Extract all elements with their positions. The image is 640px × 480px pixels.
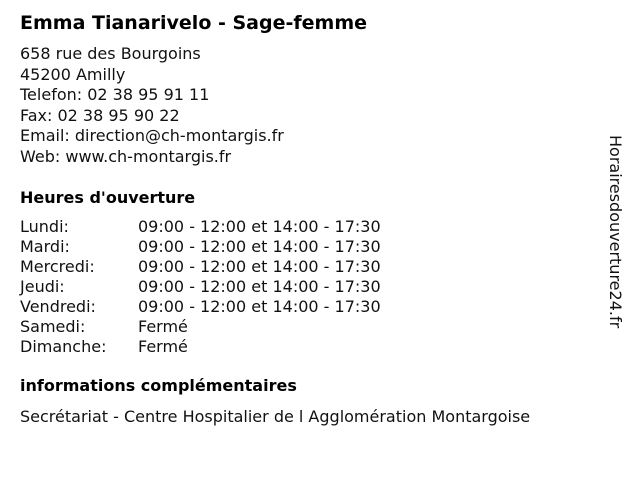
- address-street: 658 rue des Bourgoins: [20, 44, 201, 63]
- info-text: Secrétariat - Centre Hospitalier de l Agglomération Montargoise: [20, 407, 531, 426]
- time-value: 09:00 - 12:00 et 14:00 - 17:30: [138, 217, 381, 236]
- hours-row-thursday: [20, 277, 600, 297]
- day-label: Samedi:: [20, 317, 86, 336]
- phone-line: Telefon: 02 38 95 91 11: [20, 85, 210, 104]
- day-label: Mercredi:: [20, 257, 95, 276]
- time-value: 09:00 - 12:00 et 14:00 - 17:30: [138, 277, 381, 296]
- hours-row-saturday: [20, 317, 600, 337]
- day-label: Vendredi:: [20, 297, 96, 316]
- day-label: Dimanche:: [20, 337, 107, 356]
- opening-hours-list: [20, 217, 600, 357]
- day-label: Lundi:: [20, 217, 69, 236]
- hours-row-tuesday: [20, 237, 600, 257]
- contact-block: [20, 44, 600, 167]
- time-value: Fermé: [138, 317, 188, 336]
- info-heading: informations complémentaires: [20, 376, 297, 395]
- fax-line: Fax: 02 38 95 90 22: [20, 105, 180, 125]
- web-line: Web: www.ch-montargis.fr: [20, 146, 232, 166]
- day-label: Mardi:: [20, 237, 70, 256]
- email-line: Email: direction@ch-montargis.fr: [20, 126, 284, 145]
- hours-row-sunday: [20, 337, 600, 357]
- time-value: 09:00 - 12:00 et 14:00 - 17:30: [138, 237, 381, 256]
- brand-watermark: Horairesdouverture24.fr: [606, 135, 625, 329]
- business-title: Emma Tianarivelo - Sage-femme: [20, 12, 368, 34]
- business-card: [20, 10, 600, 427]
- day-label: Jeudi:: [20, 277, 65, 296]
- time-value: 09:00 - 12:00 et 14:00 - 17:30: [138, 257, 381, 276]
- hours-heading: Heures d'ouverture: [20, 188, 196, 207]
- address-city: 45200 Amilly: [20, 64, 126, 84]
- hours-row-monday: [20, 217, 600, 237]
- hours-row-friday: [20, 297, 600, 317]
- time-value: 09:00 - 12:00 et 14:00 - 17:30: [138, 297, 381, 316]
- time-value: Fermé: [138, 337, 188, 356]
- hours-row-wednesday: [20, 257, 600, 277]
